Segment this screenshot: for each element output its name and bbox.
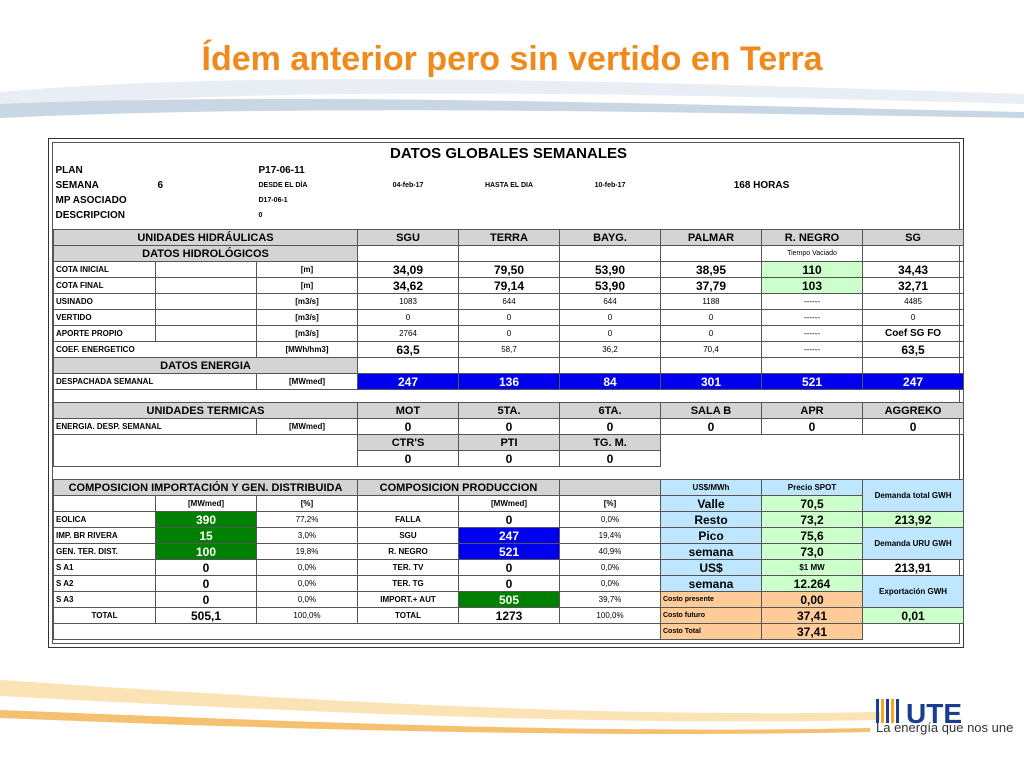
table-cell: 34,09 xyxy=(358,262,459,278)
demanda-uru-header: Demanda URU GWH xyxy=(863,528,964,560)
exportacion-value: 0,01 xyxy=(863,608,964,624)
prod-label: TER. TV xyxy=(358,560,459,576)
prod-value: 247 xyxy=(459,528,560,544)
prod-pct: 39,7% xyxy=(560,592,661,608)
semana-value: 6 xyxy=(157,180,164,191)
mwmed-header: [MWmed] xyxy=(459,496,560,512)
comp-pct: 0,0% xyxy=(257,560,358,576)
prod-label: SGU xyxy=(358,528,459,544)
spot-value: 73,0 xyxy=(762,544,863,560)
sheet-title: DATOS GLOBALES SEMANALES xyxy=(390,144,628,162)
desde-value: 04-feb-17 xyxy=(392,182,424,189)
costo-total-label: Costo Total xyxy=(661,624,762,640)
costo-label: Costo presente xyxy=(661,592,762,608)
logo-text: UTE xyxy=(906,698,962,729)
table-cell: 110 xyxy=(762,262,863,278)
comp-total-label: TOTAL xyxy=(54,608,156,624)
col-header: BAYG. xyxy=(560,230,661,246)
import-section-header: COMPOSICION IMPORTACIÓN Y GEN. DISTRIBUIDA xyxy=(54,480,358,496)
row-label: ENERGIA. DESP. SEMANAL xyxy=(54,419,257,435)
table-cell: 0 xyxy=(358,419,459,435)
table-cell: 63,5 xyxy=(358,342,459,358)
table-cell: 38,95 xyxy=(661,262,762,278)
row-unit: [m] xyxy=(257,278,358,294)
table-cell: 0 xyxy=(358,451,459,467)
prod-total-pct: 100,0% xyxy=(560,608,661,624)
prod-label: TER. TG xyxy=(358,576,459,592)
hydro-sub-header: DATOS HIDROLÓGICOS xyxy=(54,246,358,262)
comp-label: GEN. TER. DIST. xyxy=(54,544,156,560)
comp-pct: 0,0% xyxy=(257,592,358,608)
table-cell: 0 xyxy=(459,451,560,467)
prod-section-header: COMPOSICION PRODUCCION xyxy=(358,480,560,496)
comp-label: EOLICA xyxy=(54,512,156,528)
table-cell: 0 xyxy=(459,419,560,435)
col-header: TG. M. xyxy=(560,435,661,451)
col-header: AGGREKO xyxy=(863,403,964,419)
demanda-uru-value: 213,91 xyxy=(863,560,964,576)
table-cell: 37,79 xyxy=(661,278,762,294)
col-header: MOT xyxy=(358,403,459,419)
pct-header: [%] xyxy=(257,496,358,512)
spot-label: semana xyxy=(661,544,762,560)
prod-pct: 0,0% xyxy=(560,576,661,592)
table-cell: 0 xyxy=(863,310,964,326)
spot-value: 73,2 xyxy=(762,512,863,528)
prod-label: FALLA xyxy=(358,512,459,528)
costo-value: 0,00 xyxy=(762,592,863,608)
col-header: R. NEGRO xyxy=(762,230,863,246)
comp-pct: 0,0% xyxy=(257,576,358,592)
prod-total-value: 1273 xyxy=(459,608,560,624)
table-cell: Coef SG FO xyxy=(863,326,964,342)
desc-value: 0 xyxy=(258,212,263,219)
hydro-section-header: UNIDADES HIDRÁULICAS xyxy=(54,230,358,246)
table-cell: 58,7 xyxy=(459,342,560,358)
prod-pct: 19,4% xyxy=(560,528,661,544)
col-header: PTI xyxy=(459,435,560,451)
costo-label: Costo futuro xyxy=(661,608,762,624)
col-header: SG xyxy=(863,230,964,246)
table-cell: 0 xyxy=(661,326,762,342)
comp-value: 100 xyxy=(156,544,257,560)
table-cell: 53,90 xyxy=(560,262,661,278)
row-label: COEF. ENERGETICO xyxy=(54,342,257,358)
table-cell: 521 xyxy=(762,374,863,390)
data-table xyxy=(53,143,964,640)
row-unit: [MWmed] xyxy=(257,374,358,390)
col-header: SALA B xyxy=(661,403,762,419)
prod-total-label: TOTAL xyxy=(358,608,459,624)
prod-value: 0 xyxy=(459,560,560,576)
row-label: DESPACHADA SEMANAL xyxy=(54,374,257,390)
comp-total-value: 505,1 xyxy=(156,608,257,624)
comp-label: S A1 xyxy=(54,560,156,576)
col-header: SGU xyxy=(358,230,459,246)
col-header: APR xyxy=(762,403,863,419)
table-cell: 0 xyxy=(863,419,964,435)
row-label: VERTIDO xyxy=(54,310,156,326)
mp-label: MP ASOCIADO xyxy=(55,195,127,206)
row-label: APORTE PROPIO xyxy=(54,326,156,342)
table-cell: 103 xyxy=(762,278,863,294)
spot-label: Resto xyxy=(661,512,762,528)
table-cell: 0 xyxy=(560,451,661,467)
table-cell: 301 xyxy=(661,374,762,390)
comp-label: S A2 xyxy=(54,576,156,592)
desde-label: DESDE EL DÍA xyxy=(258,182,308,189)
comp-value: 390 xyxy=(156,512,257,528)
table-cell: ------ xyxy=(762,342,863,358)
row-label: USINADO xyxy=(54,294,156,310)
prod-pct: 40,9% xyxy=(560,544,661,560)
comp-value: 15 xyxy=(156,528,257,544)
prod-label: R. NEGRO xyxy=(358,544,459,560)
prod-value: 0 xyxy=(459,512,560,528)
table-cell: 53,90 xyxy=(560,278,661,294)
hasta-value: 10-feb-17 xyxy=(594,182,626,189)
table-cell: 2764 xyxy=(358,326,459,342)
energy-sub-header: DATOS ENERGIA xyxy=(54,358,358,374)
spot-label: Pico xyxy=(661,528,762,544)
pct-header: [%] xyxy=(560,496,661,512)
col-header: PALMAR xyxy=(661,230,762,246)
table-cell: 644 xyxy=(560,294,661,310)
table-cell: 247 xyxy=(863,374,964,390)
row-unit: [m] xyxy=(257,262,358,278)
comp-pct: 3,0% xyxy=(257,528,358,544)
costo-total-value: 37,41 xyxy=(762,624,863,640)
comp-value: 0 xyxy=(156,592,257,608)
valle-label: Valle xyxy=(661,496,762,512)
spot-label: US$ xyxy=(661,560,762,576)
weekly-data-sheet xyxy=(48,138,964,648)
thermal-section-header: UNIDADES TERMICAS xyxy=(54,403,358,419)
comp-label: IMP. BR RIVERA xyxy=(54,528,156,544)
table-cell: 34,43 xyxy=(863,262,964,278)
col-header: CTR'S xyxy=(358,435,459,451)
exportacion-header: Exportación GWH xyxy=(863,576,964,608)
table-cell: 84 xyxy=(560,374,661,390)
desc-label: DESCRIPCION xyxy=(55,210,125,221)
col-header: 6TA. xyxy=(560,403,661,419)
row-unit: [m3/s] xyxy=(257,294,358,310)
col-header: 5TA. xyxy=(459,403,560,419)
row-unit: [m3/s] xyxy=(257,310,358,326)
prod-label: IMPORT.+ AUT xyxy=(358,592,459,608)
comp-label: S A3 xyxy=(54,592,156,608)
valle-value: 70,5 xyxy=(762,496,863,512)
table-cell: 0 xyxy=(661,419,762,435)
table-cell: 0 xyxy=(560,310,661,326)
row-label: COTA FINAL xyxy=(54,278,156,294)
prod-pct: 0,0% xyxy=(560,512,661,528)
plan-value: P17-06-11 xyxy=(258,165,305,176)
usd-mwh-header: US$/MWh xyxy=(661,480,762,496)
table-cell: ------ xyxy=(762,294,863,310)
tiempo-vaciado-label: Tiempo Vaciado xyxy=(762,246,863,262)
comp-pct: 77,2% xyxy=(257,512,358,528)
mwmed-header: [MWmed] xyxy=(156,496,257,512)
table-cell: 1188 xyxy=(661,294,762,310)
table-cell: 0 xyxy=(459,310,560,326)
table-cell: 1083 xyxy=(358,294,459,310)
slide-title: Ídem anterior pero sin vertido en Terra xyxy=(201,40,823,78)
table-cell: 79,50 xyxy=(459,262,560,278)
table-cell: 0 xyxy=(762,419,863,435)
prod-value: 521 xyxy=(459,544,560,560)
table-cell: 70,4 xyxy=(661,342,762,358)
demanda-total-header: Demanda total GWH xyxy=(863,480,964,512)
spot-value: $1 MW xyxy=(762,560,863,576)
row-unit: [MWmed] xyxy=(257,419,358,435)
table-cell: 32,71 xyxy=(863,278,964,294)
tagline: La energía que nos une xyxy=(876,720,1014,735)
semana-label: SEMANA xyxy=(55,180,99,191)
spot-label: semana xyxy=(661,576,762,592)
table-cell: ------ xyxy=(762,326,863,342)
table-cell: 63,5 xyxy=(863,342,964,358)
prod-pct: 0,0% xyxy=(560,560,661,576)
spot-value: 75,6 xyxy=(762,528,863,544)
hasta-label: HASTA EL DIA xyxy=(484,182,534,189)
precio-spot-header: Precio SPOT xyxy=(762,480,863,496)
comp-total-pct: 100,0% xyxy=(257,608,358,624)
spot-value: 12.264 xyxy=(762,576,863,592)
col-header: TERRA xyxy=(459,230,560,246)
table-cell: 136 xyxy=(459,374,560,390)
row-unit: [m3/s] xyxy=(257,326,358,342)
table-cell: 0 xyxy=(358,310,459,326)
table-cell: 0 xyxy=(661,310,762,326)
table-cell: ------ xyxy=(762,310,863,326)
table-cell: 79,14 xyxy=(459,278,560,294)
table-cell: 0 xyxy=(560,419,661,435)
table-cell: 644 xyxy=(459,294,560,310)
table-cell: 34,62 xyxy=(358,278,459,294)
table-cell: 36,2 xyxy=(560,342,661,358)
table-cell: 0 xyxy=(459,326,560,342)
table-cell: 247 xyxy=(358,374,459,390)
comp-value: 0 xyxy=(156,576,257,592)
row-label: COTA INICIAL xyxy=(54,262,156,278)
row-unit: [MWh/hm3] xyxy=(257,342,358,358)
comp-pct: 19,8% xyxy=(257,544,358,560)
demanda-total-value: 213,92 xyxy=(863,512,964,528)
comp-value: 0 xyxy=(156,560,257,576)
table-cell: 4485 xyxy=(863,294,964,310)
prod-value: 505 xyxy=(459,592,560,608)
costo-value: 37,41 xyxy=(762,608,863,624)
prod-value: 0 xyxy=(459,576,560,592)
mp-value: D17-06-1 xyxy=(258,197,288,204)
table-cell: 0 xyxy=(560,326,661,342)
horas-value: 168 HORAS xyxy=(733,180,790,191)
plan-label: PLAN xyxy=(55,165,83,176)
